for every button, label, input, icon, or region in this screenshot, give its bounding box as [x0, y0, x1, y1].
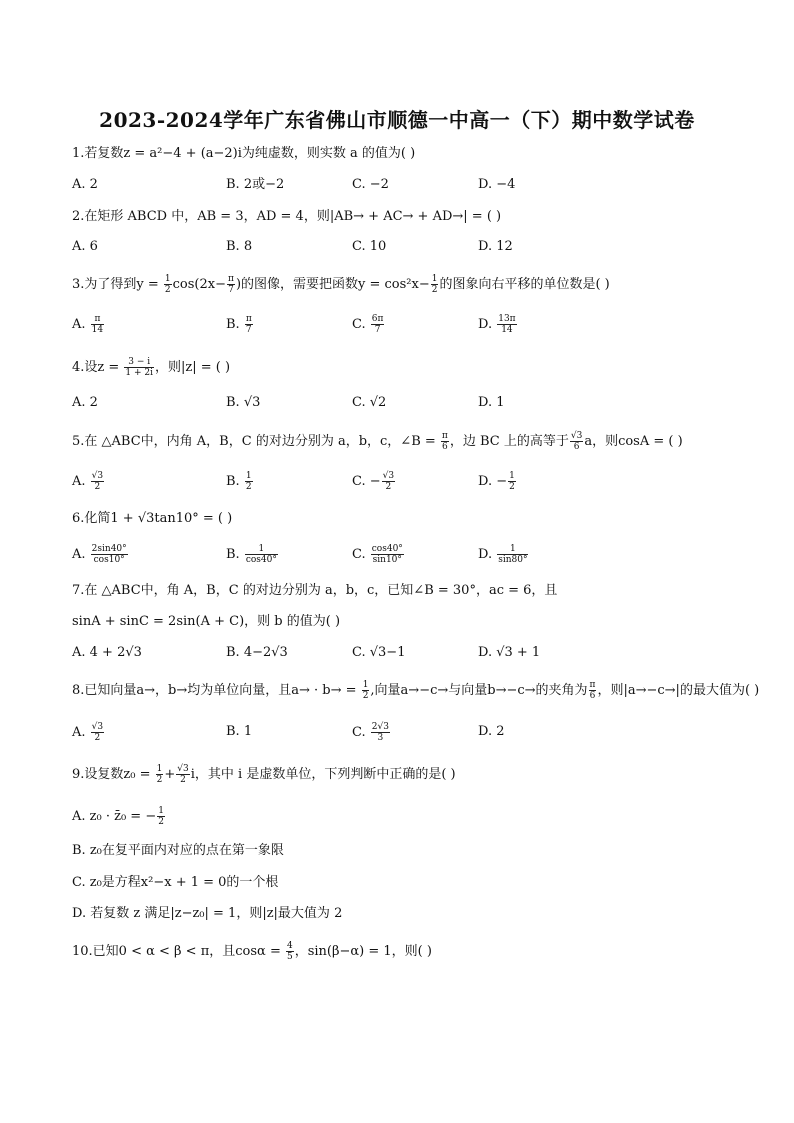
q4-option-c: C. √2 [352, 395, 387, 410]
q2-option-d: D. 12 [478, 239, 513, 254]
fraction: $\frac{\pi}{7}$ [228, 274, 234, 295]
question-2: 2.在矩形 ABCD 中，AB = 3，AD = 4，则|AB→ + AC→ + AD→| = ( ) [72, 209, 502, 224]
question-3: 3.为了得到y = $\frac{1}{2}$ cos(2x− $\frac{\pi}{7}$ )的图像，需要把函数y = cos²x− $\frac{1}{2}$ 的图象向右平移的单位数是( ) [72, 274, 610, 295]
q7-option-c: C. √3−1 [352, 645, 406, 660]
q7-option-b: B. 4−2√3 [226, 645, 288, 660]
q8-option-a: A. $\frac{√3}{2}$ [72, 722, 104, 743]
question-7-line-1: 7.在 △ABC中，角 A，B，C 的对边分别为 a，b，c，已知∠B = 30°，ac = 6，且 [72, 583, 558, 598]
exam-title: 2023-2024学年广东省佛山市顺德一中高一（下）期中数学试卷 [99, 108, 695, 132]
question-9: 9.设复数z₀ = $\frac{1}{2}$ + $\frac{√3}{2}$ i，其中 i 是虚数单位，下列判断中正确的是( ) [72, 764, 456, 785]
q1-option-c: C. −2 [352, 177, 389, 192]
q4-option-d: D. 1 [478, 395, 505, 410]
question-6: 6.化简1 + √3tan10° = ( ) [72, 511, 233, 526]
q6-option-d: D. $\frac{1}{\sin 80^\circ}$ [478, 544, 528, 565]
fraction: $\frac{1}{2}$ [431, 274, 438, 295]
q9-option-d: D. 若复数 z 满足|z−z₀| = 1，则|z|最大值为 2 [72, 906, 343, 921]
question-8: 8.已知向量a→，b→均为单位向量，且a→ · b→ = $\frac{1}{2}$ ,向量a→−c→与向量b→−c→的夹角为 $\frac{\pi}{6}$ ，则|a→−c→|的最大值为( ) [72, 680, 760, 701]
q2-option-b: B. 8 [226, 239, 253, 254]
q7-option-d: D. √3 + 1 [478, 645, 541, 660]
q2-option-c: C. 10 [352, 239, 387, 254]
q3-option-c: C. $\frac{6\pi}{7}$ [352, 314, 384, 335]
question-4: 4.设z = $\frac{3 - i}{1 + 2i}$ ，则|z| = ( ) [72, 357, 231, 378]
q5-option-b: B. $\frac{1}{2}$ [226, 471, 252, 492]
fraction: $\frac{1}{2}$ [164, 274, 171, 295]
q8-option-b: B. 1 [226, 724, 253, 739]
q4-option-b: B. √3 [226, 395, 261, 410]
q9-option-b: B. z₀在复平面内对应的点在第一象限 [72, 843, 284, 858]
q5-option-a: A. $\frac{√3}{2}$ [72, 471, 104, 492]
q6-option-b: B. $\frac{1}{\cos 40^\circ}$ [226, 544, 277, 565]
q9-option-a: A. z₀ · z̄₀ = − $\frac{1}{2}$ [72, 806, 164, 827]
q7-option-a: A. 4 + 2√3 [72, 645, 142, 660]
q3-option-a: A. $\frac{\pi}{14}$ [72, 314, 104, 335]
question-1: 1.若复数z = a²−4 + (a−2)i为纯虚数，则实数 a 的值为( ) [72, 146, 416, 161]
q1-option-b: B. 2或−2 [226, 177, 285, 192]
q1-option-d: D. −4 [478, 177, 516, 192]
q1-option-a: A. 2 [72, 177, 98, 192]
q6-option-a: A. $\frac{2\sin 40^\circ}{\cos 10^\circ}$ [72, 544, 127, 565]
q3-option-d: D. $\frac{13\pi}{14}$ [478, 314, 516, 335]
q4-option-a: A. 2 [72, 395, 98, 410]
q2-option-a: A. 6 [72, 239, 98, 254]
q5-option-d: D. − $\frac{1}{2}$ [478, 471, 515, 492]
q8-option-c: C. $\frac{2√3}{3}$ [352, 722, 389, 743]
question-5: 5.在 △ABC中，内角 A，B，C 的对边分别为 a，b，c，∠B = $\frac{\pi}{6}$ ，边 BC 上的高等于 $\frac{√3}{6}$ a，则cosA = ( ) [72, 431, 683, 452]
question-7-line-2: sinA + sinC = 2sin(A + C)，则 b 的值为( ) [72, 614, 341, 629]
q8-option-d: D. 2 [478, 724, 505, 739]
q9-option-c: C. z₀是方程x²−x + 1 = 0的一个根 [72, 875, 279, 890]
q6-option-c: C. $\frac{\cos 40^\circ}{\sin 10^\circ}$ [352, 544, 403, 565]
q3-option-b: B. $\frac{\pi}{7}$ [226, 314, 252, 335]
question-10: 10.已知0 < α < β < π，且cosα = $\frac{4}{5}$ ，sin(β−α) = 1，则( ) [72, 941, 432, 962]
q5-option-c: C. − $\frac{√3}{2}$ [352, 471, 395, 492]
